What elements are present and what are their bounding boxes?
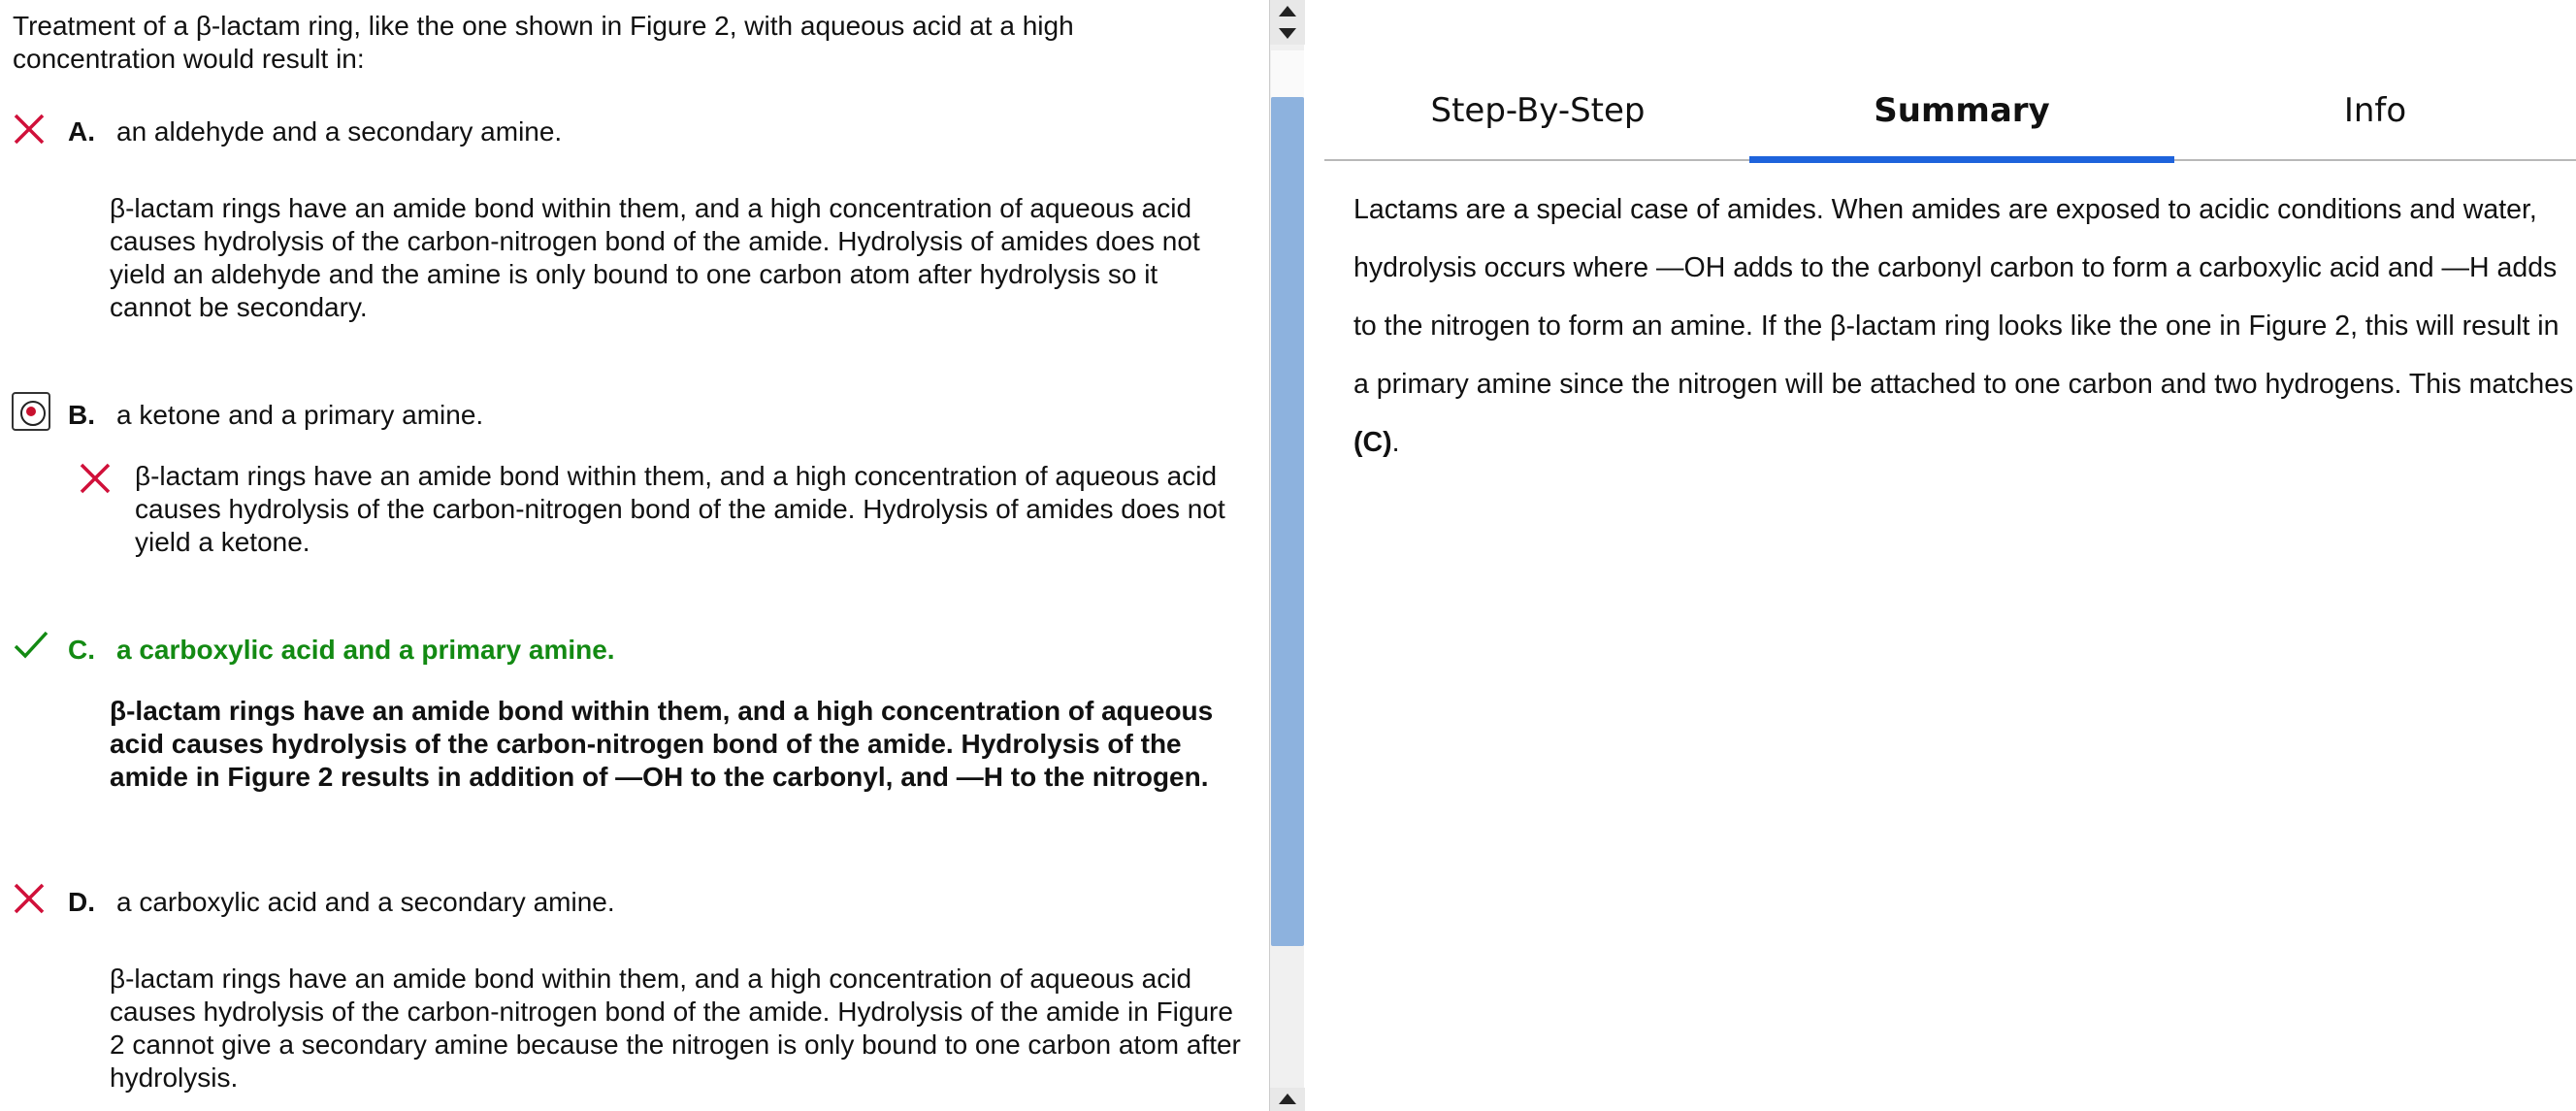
radio-selected-icon[interactable] [12, 392, 50, 431]
check-icon [12, 627, 50, 666]
option-c[interactable] [0, 627, 1261, 666]
scroll-down-button[interactable] [1270, 21, 1305, 45]
summary-body: Lactams are a special case of amides. When amides are exposed to acidic conditions and water, hydrolysis occurs where —OH adds to the carbonyl carbon to form a carboxylic acid and —H adds to the nitrogen to form an amine. If the β-lactam ring looks like the one in Figure 2, this will result in a primary amine since the nitrogen will be attached to one carbon and two hydrogens. This matches [1353, 194, 2574, 400]
scroll-track[interactable] [1271, 50, 1304, 97]
scroll-up-button[interactable] [1270, 0, 1305, 23]
x-icon [78, 461, 113, 496]
scrollbar[interactable] [1269, 0, 1304, 1111]
tab-bar [1324, 76, 2576, 161]
option-c-explanation: β-lactam rings have an amide bond within them, and a high concentration of aqueous acid causes hydrolysis of the carbon-nitrogen bond of the amide. Hydrolysis of the amide in Figure 2 results in addition of —OH to the carbonyl, and —H to the nitrogen. [110, 696, 1214, 792]
option-letter: D. [68, 887, 95, 917]
summary-text [1353, 180, 2576, 472]
scroll-thumb[interactable] [1271, 97, 1304, 946]
option-letter: A. [68, 116, 95, 147]
question-stem: Treatment of a β-lactam ring, like the one shown in Figure 2, with aqueous acid at a high concentration would result in: [13, 11, 1074, 74]
option-b[interactable] [0, 392, 1261, 431]
option-d-explanation: β-lactam rings have an amide bond within them, and a high concentration of aqueous acid causes hydrolysis of the carbon-nitrogen bond of the amide. Hydrolysis of the amide in Figure 2 cannot give a secondary amine because the nitrogen is only bound to one carbon atom after hydrolysis. [110, 964, 1241, 1093]
option-text: an aldehyde and a secondary amine. [116, 116, 563, 147]
option-b-explanation: β-lactam rings have an amide bond within them, and a high concentration of aqueous acid causes hydrolysis of the carbon-nitrogen bond of the amide. Hydrolysis of amides does not yield a ketone. [135, 461, 1225, 557]
summary-answer: (C) [1353, 427, 1392, 458]
question-pane [0, 0, 1269, 1111]
option-text: a carboxylic acid and a secondary amine. [116, 887, 615, 917]
explanation-pane [1324, 0, 2576, 1111]
x-icon [12, 879, 50, 918]
option-d[interactable] [0, 879, 1261, 918]
option-letter: B. [68, 400, 95, 430]
option-a[interactable] [0, 109, 1261, 147]
x-icon [12, 109, 50, 147]
scroll-up-button-bottom[interactable] [1270, 1088, 1305, 1111]
tab-step-by-step[interactable]: Step-By-Step [1430, 91, 1646, 130]
option-letter: C. [68, 635, 95, 665]
tab-info[interactable]: Info [2343, 91, 2407, 130]
summary-end: . [1391, 427, 1400, 458]
option-a-explanation: β-lactam rings have an amide bond within them, and a high concentration of aqueous acid causes hydrolysis of the carbon-nitrogen bond of the amide. Hydrolysis of amides does not yield an aldehyde and the amine is only bound to one carbon atom after hydrolysis so it cannot be secondary. [110, 193, 1200, 322]
tab-summary[interactable]: Summary [1749, 76, 2174, 161]
option-text: a carboxylic acid and a primary amine. [116, 635, 615, 665]
option-text: a ketone and a primary amine. [116, 400, 484, 430]
